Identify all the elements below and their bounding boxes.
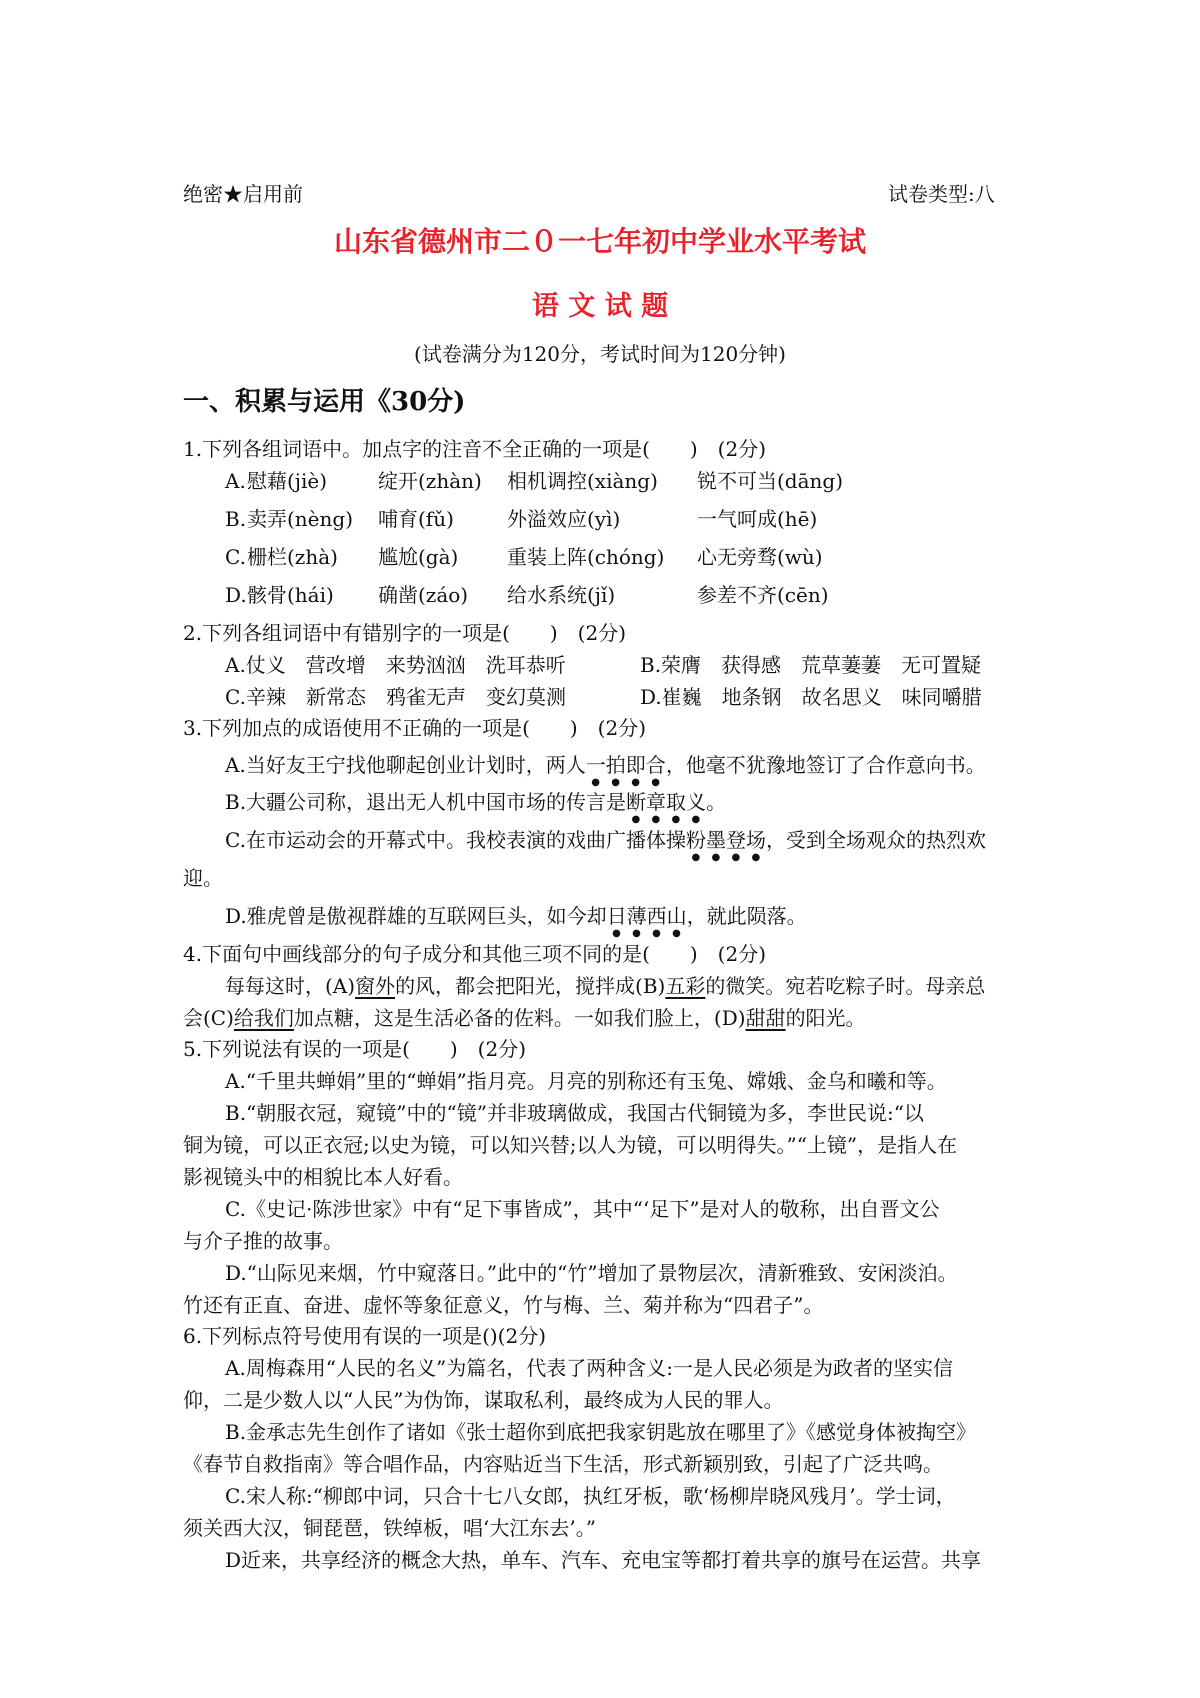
question-2-stem: 2.下列各组词语中有错别字的一项是( ) (2分) (183, 621, 627, 645)
exam-title: 山东省德州市二０一七年初中学业水平考试 (333, 225, 866, 258)
question-5-option-b-line3: 影视镜头中的相貌比本人好看。 (183, 1165, 463, 1189)
question-1-stem: 1.下列各组词语中。加点字的注音不全正确的一项是( ) (2分) (183, 437, 767, 461)
question-6-option-a-line1: A.周梅森用“人民的名义”为篇名，代表了两种含义:一是人民必须是为政者的坚实信 (225, 1356, 953, 1380)
question-3-stem: 3.下列加点的成语使用不正确的一项是( ) (2分) (183, 716, 647, 740)
question-3-option-d: D.雅虎曾是傲视群雄的互联网巨头，如今却日薄西山，就此陨落。 (225, 904, 807, 928)
question-2-option-c: C.辛辣 新常态 鸦雀无声 变幻莫测 (225, 685, 566, 709)
question-5-option-b-line2: 铜为镜，可以正衣冠;以史为镜，可以知兴替;以人为镜，可以明得失。”“上镜”，是指人在 (183, 1133, 958, 1157)
question-6-option-c-line1: C.宋人称:“柳郎中词，只合十七八女郎，执红牙板，歌‘杨柳岸晓风残月’。学士词， (225, 1484, 956, 1508)
paper-type-label: 试卷类型:八 (888, 182, 995, 206)
question-6-option-d-line1: D近来，共享经济的概念大热，单车、汽车、充电宝等都打着共享的旗号在运营。共享 (225, 1548, 982, 1572)
question-6-option-c-line2: 须关西大汉，铜琵琶，铁绰板，唱‘大江东去’。” (183, 1516, 596, 1540)
section-heading: 一、积累与运用《30分) (183, 387, 466, 417)
question-4-passage-line1: 每每这时，(A)窗外的风，都会把阳光，搅拌成(B)五彩的微笑。宛若吃粽子时。母亲总 (225, 974, 986, 998)
question-5-option-c-line1: C.《史记·陈涉世家》中有“足下事皆成”，其中“‘足下”是对人的敬称，出自晋文公 (225, 1197, 940, 1221)
exam-note: (试卷满分为120分，考试时间为120分钟) (414, 342, 786, 366)
question-5-option-a: A.“千里共蝉娟”里的“蝉娟”指月亮。月亮的别称还有玉兔、嫦娥、金乌和曦和等。 (225, 1069, 947, 1093)
question-2-option-b: B.荣膺 获得感 荒草萋萋 无可置疑 (640, 653, 982, 677)
question-5-option-d-line1: D.“山际见来烟，竹中窥落日。”此中的“竹”增加了景物层次，清新雅致、安闲淡泊。 (225, 1261, 958, 1285)
question-3-option-c-cont: 迎。 (183, 866, 223, 890)
question-5-option-c-line2: 与介子推的故事。 (183, 1229, 343, 1253)
exam-page: 绝密★启用前 试卷类型:八 山东省德州市二０一七年初中学业水平考试 语 文 试 题 (试卷满分为120分，考试时间为120分钟) 一、积累与运用《30分) 1.下列各组词语中。加点字的注音不全正确的一项是( ) (2分) A. 慰藉(jiè) 绽开(zhàn) 相机调控(xiàng) 锐不可当(dāng) B. 卖弄(nèng) 哺育(fǔ) 外溢效应(yì) 一气呵成(hē) C. 栅栏(zhà) 尴尬(gà) 重装上阵(chóng) 心无旁骛(wù) D. 骸骨(hái) 确凿(záo) 给水系统(jǐ) 参差不齐(cēn) 2.下列各组词语中有错别字的一项是( ) (2分) A.仗义 营改增 来势汹汹 洗耳恭听 B.荣膺 获得感 荒草萋萋 无可置疑 C.辛辣 新常态 鸦雀无声 变幻莫测 D.崔巍 地条钢 故名思义 味同嚼腊 3.下列加点的成语使用不正确的一项是( ) (2分) A.当好友王宁找他聊起创业计划时，两人一拍即合，他毫不犹豫地签订了合作意向书。 B.大疆公司称，退出无人机中国市场的传言是断章取义。 C.在市运动会的开幕式中。我校表演的戏曲广播体操粉墨登场，受到全场观众的热烈欢 迎。 D.雅虎曾是傲视群雄的互联网巨头，如今却日薄西山，就此陨落。 4.下面句中画线部分的句子成分和其他三项不同的是( ) (2分) 每每这时，(A)窗外的风，都会把阳光，搅拌成(B)五彩的微笑。宛若吃粽子时。母亲总 会(C)给我们加点糖，这是生活必备的佐料。一如我们脸上，(D)甜甜的阳光。 5.下列说法有误的一项是( ) (2分) A.“千里共蝉娟”里的“蝉娟”指月亮。月亮的别称还有玉兔、嫦娥、金乌和曦和等。 B.“朝服衣冠，窥镜”中的“镜”并非玻璃做成，我国古代铜镜为多，李世民说:“以 铜为镜，可以正衣冠;以史为镜，可以知兴替;以人为镜，可以明得失。”“上镜”，是指人在 影视镜头中的相貌比本人好看。 C.《史记·陈涉世家》中有“足下事皆成”，其中“‘足下”是对人的敬称，出自晋文公 与介子推的故事。 D.“山际见来烟，竹中窥落日。”此中的“竹”增加了景物层次，清新雅致、安闲淡泊。 竹还有正直、奋进、虚怀等象征意义，竹与梅、兰、菊并称为“四君子”。 6.下列标点符号使用有误的一项是()(2分) A.周梅森用“人民的名义”为篇名，代表了两种含义:一是人民必须是为政者的坚实信 仰，二是少数人以“人民”为伪饰，谋取私利，最终成为人民的罪人。 B.金承志先生创作了诸如《张士超你到底把我家钥匙放在哪里了》《感觉身体被掏空》 《春节自救指南》等合唱作品，内容贴近当下生活，形式新颖别致，引起了广泛共鸣。 C.宋人称:“柳郎中词，只合十七八女郎，执红牙板，歌‘杨柳岸晓风残月’。学士词， 须关西大汉，铜琵琶，铁绰板，唱‘大江东去’。” D近来，共享经济的概念大热，单车、汽车、充电宝等都打着共享的旗号在运营。共享 (0, 0, 1200, 1698)
question-6-option-b-line2: 《春节自救指南》等合唱作品，内容贴近当下生活，形式新颖别致，引起了广泛共鸣。 (183, 1452, 943, 1476)
question-4-stem: 4.下面句中画线部分的句子成分和其他三项不同的是( ) (2分) (183, 942, 767, 966)
exam-subtitle: 语 文 试 题 (531, 291, 669, 322)
question-6-option-b-line1: B.金承志先生创作了诸如《张士超你到底把我家钥匙放在哪里了》《感觉身体被掏空》 (225, 1420, 977, 1444)
question-6-option-a-line2: 仰，二是少数人以“人民”为伪饰，谋取私利，最终成为人民的罪人。 (183, 1388, 784, 1412)
question-5-stem: 5.下列说法有误的一项是( ) (2分) (183, 1037, 527, 1061)
question-5-option-b-line1: B.“朝服衣冠，窥镜”中的“镜”并非玻璃做成，我国古代铜镜为多，李世民说:“以 (225, 1101, 924, 1125)
question-2-option-d: D.崔巍 地条钢 故名思义 味同嚼腊 (640, 685, 982, 709)
confidential-label: 绝密★启用前 (183, 182, 303, 206)
question-4-passage-line2: 会(C)给我们加点糖，这是生活必备的佐料。一如我们脸上，(D)甜甜的阳光。 (183, 1006, 866, 1030)
question-5-option-d-line2: 竹还有正直、奋进、虚怀等象征意义，竹与梅、兰、菊并称为“四君子”。 (183, 1293, 824, 1317)
question-3-option-c: C.在市运动会的开幕式中。我校表演的戏曲广播体操粉墨登场，受到全场观众的热烈欢 (225, 828, 986, 852)
question-2-option-a: A.仗义 营改增 来势汹汹 洗耳恭听 (225, 653, 566, 677)
question-6-stem: 6.下列标点符号使用有误的一项是()(2分) (183, 1324, 547, 1348)
question-3-option-b: B.大疆公司称，退出无人机中国市场的传言是断章取义。 (225, 790, 727, 814)
question-3-option-a: A.当好友王宁找他聊起创业计划时，两人一拍即合，他毫不犹豫地签订了合作意向书。 (225, 753, 986, 777)
